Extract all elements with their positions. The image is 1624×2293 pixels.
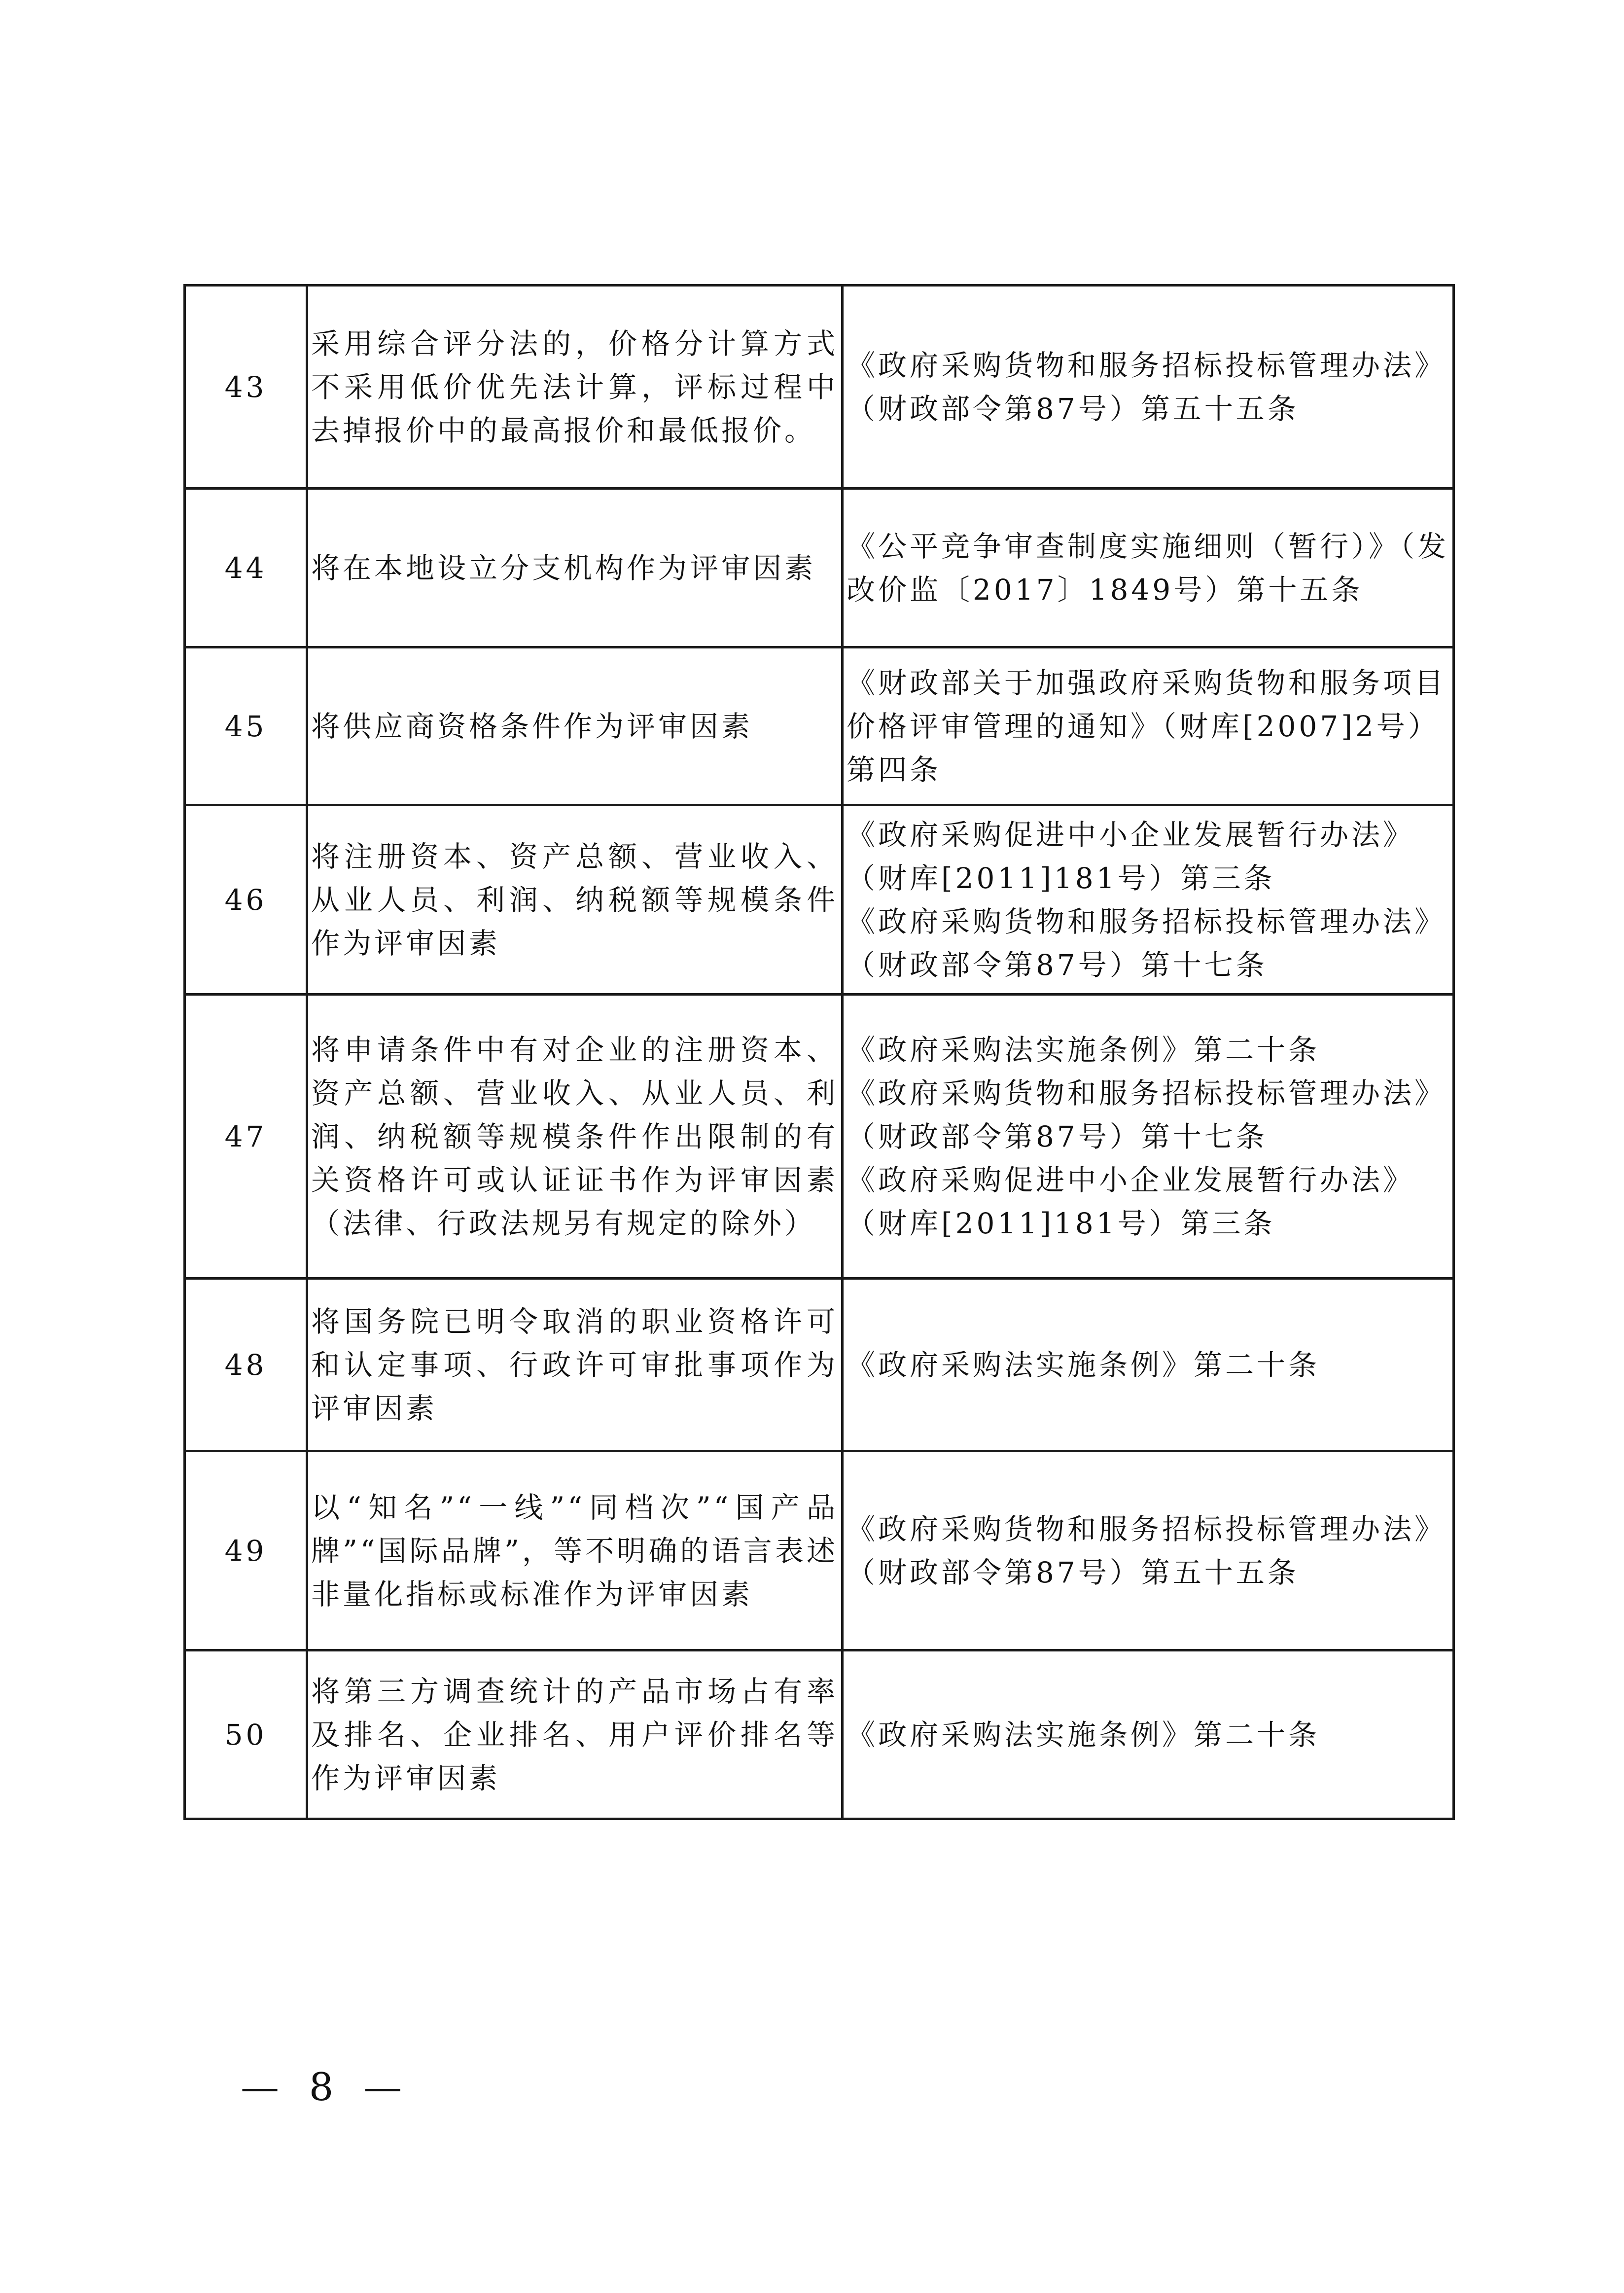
table-row [185,1279,1454,1451]
row-basis [843,647,1454,805]
basis-line: 《政府采购促进中小企业发展暂行办法》（财库[2011]181号）第三条 [847,1163,1415,1240]
table-row [185,1451,1454,1650]
row-number: 44 [185,489,307,647]
basis-line: 《政府采购促进中小企业发展暂行办法》（财库[2011]181号）第三条 [847,818,1415,895]
table-row [185,805,1454,995]
row-number: 50 [185,1650,307,1819]
table-body [185,286,1454,1819]
row-item: 将国务院已明令取消的职业资格许可和认定事项、行政许可审批事项作为评审因素 [307,1279,843,1451]
row-basis [843,805,1454,995]
basis-line: 《财政部关于加强政府采购货物和服务项目价格评审管理的通知》（财库[2007]2号）第四条 [847,666,1447,787]
row-basis [843,1451,1454,1650]
table-row [185,647,1454,805]
row-basis [843,1650,1454,1819]
row-item: 将在本地设立分支机构作为评审因素 [307,489,843,647]
row-number: 49 [185,1451,307,1650]
row-number: 47 [185,995,307,1279]
basis-line: 《政府采购法实施条例》第二十条 [847,1718,1320,1752]
page-number: — 8 — [241,2065,411,2110]
basis-line: 《政府采购货物和服务招标投标管理办法》（财政部令第87号）第十七条 [847,904,1447,982]
row-number: 46 [185,805,307,995]
row-item: 将第三方调查统计的产品市场占有率及排名、企业排名、用户评价排名等作为评审因素 [307,1650,843,1819]
basis-line: 《公平竞争审查制度实施细则（暂行）》（发改价监〔2017〕1849号）第十五条 [847,529,1449,607]
row-basis [843,489,1454,647]
table-row [185,286,1454,489]
basis-line: 《政府采购法实施条例》第二十条 [847,1033,1320,1067]
row-number: 48 [185,1279,307,1451]
basis-line: 《政府采购货物和服务招标投标管理办法》（财政部令第87号）第五十五条 [847,348,1447,426]
basis-line: 《政府采购货物和服务招标投标管理办法》（财政部令第87号）第五十五条 [847,1512,1447,1589]
row-number: 43 [185,286,307,489]
table-row [185,1650,1454,1819]
row-item: 以“知名”“一线”“同档次”“国产品牌”“国际品牌”，等不明确的语言表述非量化指标或标准作为评审因素 [307,1451,843,1650]
row-item: 采用综合评分法的，价格分计算方式不采用低价优先法计算，评标过程中去掉报价中的最高报价和最低报价。 [307,286,843,489]
row-item: 将注册资本、资产总额、营业收入、从业人员、利润、纳税额等规模条件作为评审因素 [307,805,843,995]
basis-line: 《政府采购货物和服务招标投标管理办法》（财政部令第87号）第十七条 [847,1076,1447,1153]
table-row [185,995,1454,1279]
row-item: 将申请条件中有对企业的注册资本、资产总额、营业收入、从业人员、利润、纳税额等规模条件作出限制的有关资格许可或认证证书作为评审因素（法律、行政法规另有规定的除外） [307,995,843,1279]
row-number: 45 [185,647,307,805]
basis-line: 《政府采购法实施条例》第二十条 [847,1348,1320,1382]
row-item: 将供应商资格条件作为评审因素 [307,647,843,805]
row-basis [843,995,1454,1279]
row-basis [843,1279,1454,1451]
row-basis [843,286,1454,489]
review-factor-table [183,284,1455,1820]
table-row [185,489,1454,647]
